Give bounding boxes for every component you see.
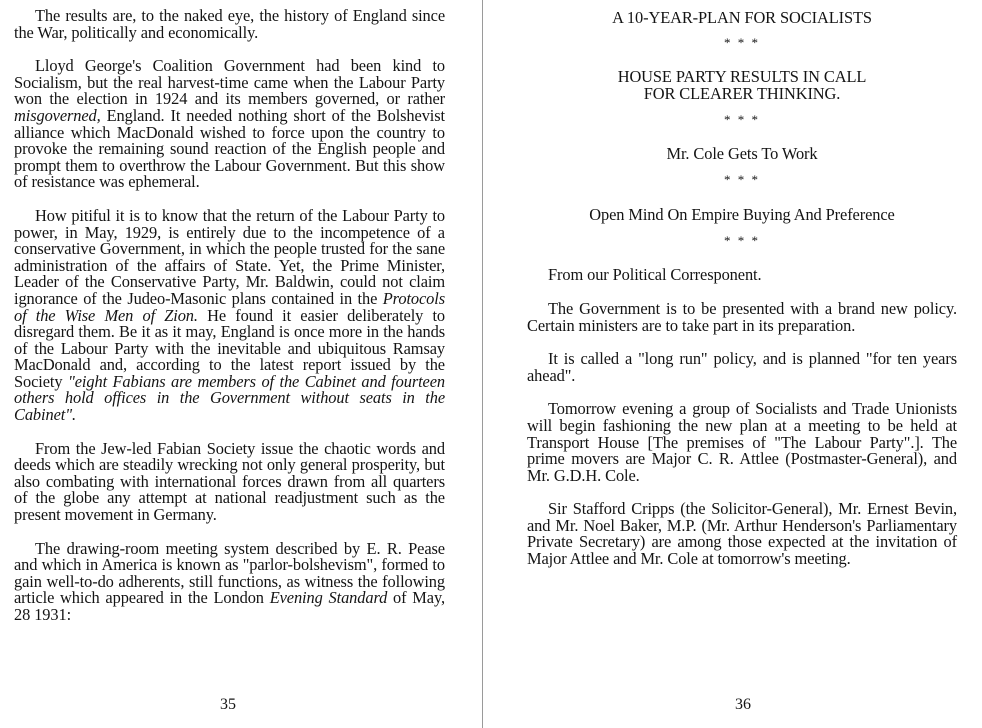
paragraph-text: How pitiful it is to know that the return of the Labour Party to power, in May, 1929, is entirely due to the incompetence of a conservative Government, in which the people trusted for the sane administration of the affairs of State. Yet, the Prime Minister, Leader of the Conservative Party, Mr. Baldwin, could not claim ignorance of the Judeo-Masonic plans contained in the — [14, 205, 445, 308]
paragraph: Tomorrow evening a group of Socialists and Trade Unionists will begin fashioning the new plan at a meeting to be held at Transport House [The premises of "The Labour Party".]. The prime movers are Major C. R. Attlee (Postmaster-General), and Mr. G.D.H. Cole. — [527, 399, 957, 485]
article-headline: A 10-YEAR-PLAN FOR SOCIALISTS — [612, 8, 872, 27]
paragraph: The Government is to be presented with a brand new policy. Certain ministers are to take part in its preparation. — [527, 298, 957, 335]
right-page-body — [527, 10, 957, 568]
article-subheadline: FOR CLEARER THINKING. — [643, 83, 841, 103]
paragraph — [14, 58, 445, 191]
paragraph: The results are, to the naked eye, the history of England since the War, politically and economically. — [14, 6, 445, 42]
byline: From our Political Corresponent. — [548, 265, 762, 285]
paragraph — [14, 538, 445, 624]
separator-stars: * * * — [724, 171, 760, 187]
italic-text: Evening Standard — [269, 588, 388, 608]
right-page — [484, 0, 982, 728]
separator-stars: * * * — [724, 112, 760, 128]
italic-text: misgoverned, — [14, 105, 101, 125]
page-number: 36 — [735, 696, 751, 713]
paragraph-text: The drawing-room meeting system described by E. R. Pease and which in America is known as "parlor-bolshevism", formed to gain well-to-do adherents, still functions, as witness the following article which appeared in the London — [14, 538, 445, 608]
paragraph-text: of May, 28 1931: — [14, 588, 445, 624]
article-subheadline: HOUSE PARTY RESULTS IN CALL — [617, 67, 867, 87]
italic-text: "eight Fabians are members of the Cabinet and fourteen others hold offices in the Government without seats in the Cabinet". — [14, 371, 446, 425]
paragraph — [14, 205, 446, 425]
article-subheadline: Open Mind On Empire Buying And Preference — [589, 205, 895, 225]
separator-stars: * * * — [724, 34, 760, 50]
article-subheadline: Mr. Cole Gets To Work — [666, 143, 818, 163]
paragraph: Sir Stafford Cripps (the Solicitor-General), Mr. Ernest Bevin, and Mr. Noel Baker, M.P. (Mr. Arthur Henderson's Parliamentary Private Secretary) are among those expected at the invitation of Major Attlee and Mr. Cole at tomorrow's meeting. — [527, 499, 957, 569]
page-gutter-divider — [482, 0, 483, 728]
left-page-body — [14, 8, 445, 624]
italic-text: Protocols of the Wise Men of Zion. — [14, 288, 445, 325]
separator-stars: * * * — [724, 232, 760, 248]
paragraph-text: Lloyd George's Coalition Government had been kind to Socialism, but the real harvest-time came when the Labour Party won the election in 1924 and its members governed, or rather — [14, 56, 445, 109]
paragraph: It is called a "long run" policy, and is planned "for ten years ahead". — [527, 349, 957, 385]
paragraph: From the Jew-led Fabian Society issue the chaotic words and deeds which are steadily wrecking not only general prosperity, but also combating with international forces drawn from all quarters of the globe any attempt at national readjustment such as the present movement in Germany. — [14, 438, 445, 525]
paragraph-text: England. It needed nothing short of the Bolshevist alliance which MacDonald wished to force upon the country to provoke the remaining sound reaction of the English people and prompt them to overthrow the Labour Government. But this show of resistance was ephemeral. — [14, 105, 445, 192]
paragraph-text: He found it easier deliberately to disregard them. Be it as it may, England is once more in the hands of the Labour Party with the inevitable and ubiquitous Ramsay MacDonald and, according to the latest report issued by the Society — [14, 305, 445, 391]
left-page — [0, 0, 482, 728]
page-number: 35 — [220, 696, 236, 713]
